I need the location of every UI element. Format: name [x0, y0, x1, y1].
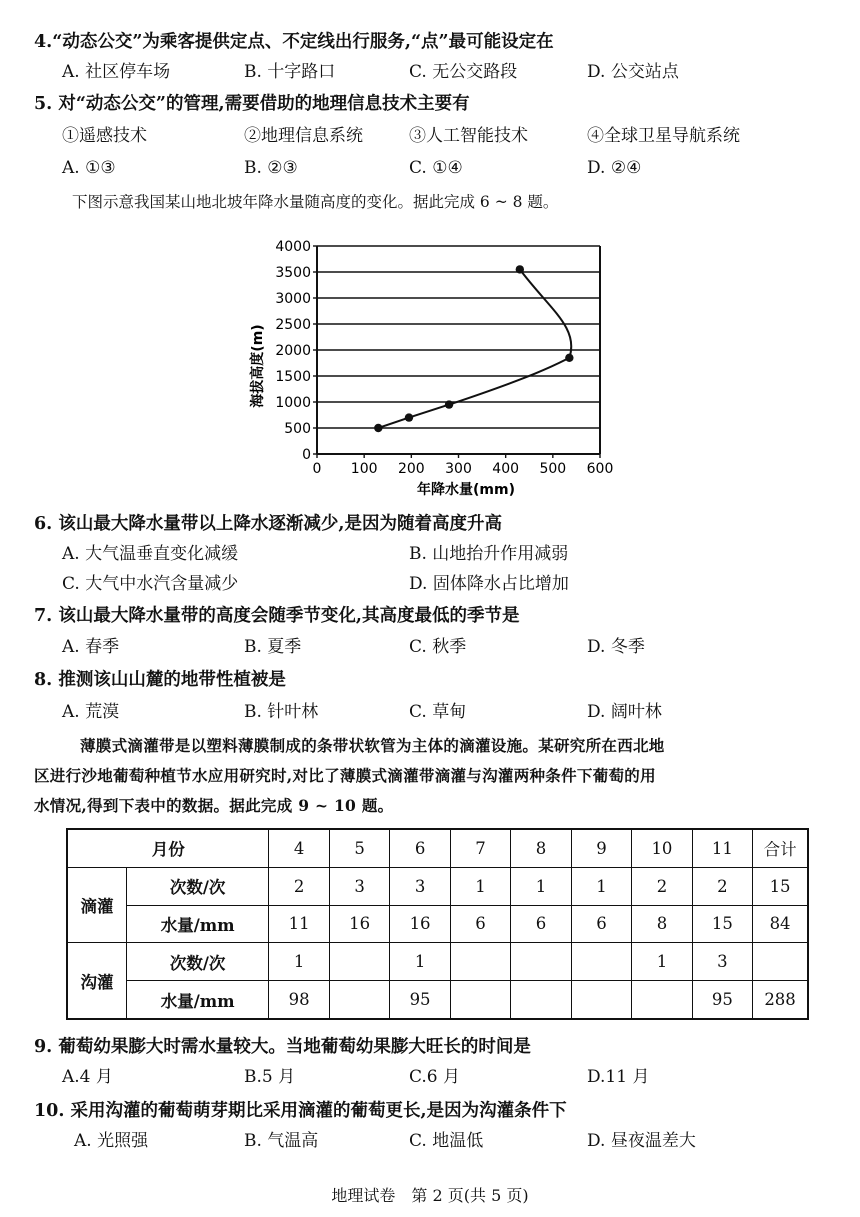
group-drip: 滴灌 — [67, 867, 126, 942]
x-tick-label-600: 600 — [586, 461, 614, 477]
table-cell: 6 — [511, 905, 571, 943]
table-row — [67, 943, 808, 981]
table-cell: 95 — [692, 981, 752, 1020]
q4-option-d: D. 公交站点 — [587, 62, 679, 82]
q6-option-a: A. 大气温垂直变化减缓 — [62, 544, 239, 564]
q8-option-c: C. 草甸 — [409, 702, 467, 722]
y-axis-label: 海拔高度(m) — [250, 324, 266, 408]
table-cell — [329, 981, 389, 1020]
table-cell: 6 — [450, 905, 510, 943]
data-point-1 — [405, 413, 413, 421]
q10-option-d: D. 昼夜温差大 — [587, 1131, 696, 1151]
x-tick-label-0: 0 — [312, 461, 322, 477]
table-cell: 3 — [692, 943, 752, 981]
x-tick-label-500: 500 — [539, 461, 567, 477]
table-cell — [511, 981, 571, 1020]
q7-option-b: B. 夏季 — [244, 637, 302, 657]
row-label: 次数/次 — [126, 867, 268, 905]
header-cell: 11 — [692, 829, 752, 867]
header-total: 合计 — [753, 829, 808, 867]
x-tick-label-300: 300 — [445, 461, 472, 477]
table-cell: 15 — [692, 905, 752, 943]
table-row — [67, 867, 808, 905]
q4-option-a: A. 社区停车场 — [62, 62, 171, 82]
q7-option-a: A. 春季 — [62, 637, 120, 657]
q9-option-d: D.11 月 — [587, 1067, 650, 1087]
table-cell: 2 — [632, 867, 692, 905]
header-cell: 9 — [571, 829, 631, 867]
data-point-4 — [516, 265, 524, 273]
table-cell: 95 — [390, 981, 450, 1020]
q8-option-b: B. 针叶林 — [244, 702, 319, 722]
y-tick-label-3500: 3500 — [275, 265, 311, 281]
table-cell — [571, 943, 631, 981]
y-tick-label-0: 0 — [302, 447, 311, 463]
q5-item-2: ②地理信息系统 — [244, 126, 363, 146]
table-cell: 2 — [692, 867, 752, 905]
question-5-stem: 5. 对“动态公交”的管理,需要借助的地理信息技术主要有 — [34, 94, 470, 114]
intro-9-10-line-3: 水情况,得到下表中的数据。据此完成 9 ~ 10 题。 — [34, 796, 394, 815]
table-cell — [511, 943, 571, 981]
y-tick-label-1500: 1500 — [275, 369, 311, 385]
header-cell: 6 — [390, 829, 450, 867]
table-cell: 1 — [390, 943, 450, 981]
table-cell: 11 — [269, 905, 329, 943]
table-cell — [450, 981, 510, 1020]
y-tick-label-2500: 2500 — [275, 317, 311, 333]
data-point-2 — [445, 400, 453, 408]
y-tick-label-500: 500 — [284, 421, 311, 437]
table-cell: 15 — [753, 867, 808, 905]
x-tick-label-400: 400 — [492, 461, 520, 477]
chart-series — [374, 265, 573, 432]
header-cell: 4 — [269, 829, 329, 867]
q5-option-a: A. ①③ — [62, 158, 116, 178]
question-9-stem: 9. 葡萄幼果膨大时需水量较大。当地葡萄幼果膨大旺长的时间是 — [34, 1037, 531, 1057]
q8-option-a: A. 荒漠 — [62, 702, 120, 722]
header-cell: 7 — [450, 829, 510, 867]
table-cell: 1 — [632, 943, 692, 981]
series-line — [378, 269, 571, 428]
y-tick-label-3000: 3000 — [275, 291, 311, 307]
question-6-stem: 6. 该山最大降水量带以上降水逐渐减少,是因为随着高度升高 — [34, 514, 502, 534]
table-cell: 1 — [450, 867, 510, 905]
table-cell — [329, 943, 389, 981]
q10-option-c: C. 地温低 — [409, 1131, 484, 1151]
row-label: 次数/次 — [126, 943, 268, 981]
table-cell — [450, 943, 510, 981]
intro-9-10-line-2: 区进行沙地葡萄种植节水应用研究时,对比了薄膜式滴灌带滴灌与沟灌两种条件下葡萄的用 — [34, 766, 656, 785]
chart-ticks — [275, 239, 613, 477]
table-cell: 16 — [390, 905, 450, 943]
y-tick-label-2000: 2000 — [275, 343, 311, 359]
q4-option-b: B. 十字路口 — [244, 62, 336, 82]
table-row — [67, 905, 808, 943]
table-cell — [753, 943, 808, 981]
header-month: 月份 — [67, 829, 269, 867]
question-7-stem: 7. 该山最大降水量带的高度会随季节变化,其高度最低的季节是 — [34, 606, 520, 626]
table-cell — [632, 981, 692, 1020]
table-row — [67, 981, 808, 1020]
data-point-3 — [565, 354, 573, 362]
q10-option-a: A. 光照强 — [74, 1131, 149, 1151]
table-cell: 6 — [571, 905, 631, 943]
header-cell: 8 — [511, 829, 571, 867]
header-cell: 5 — [329, 829, 389, 867]
table-cell: 1 — [269, 943, 329, 981]
table-cell: 288 — [753, 981, 808, 1020]
q7-option-c: C. 秋季 — [409, 637, 467, 657]
page-footer: 地理试卷 第 2 页(共 5 页) — [331, 1186, 529, 1205]
y-tick-label-1000: 1000 — [275, 395, 311, 411]
x-tick-label-100: 100 — [350, 461, 378, 477]
q5-option-b: B. ②③ — [244, 158, 298, 178]
q5-item-1: ①遥感技术 — [62, 126, 147, 146]
question-4-stem: 4.“动态公交”为乘客提供定点、不定线出行服务,“点”最可能设定在 — [34, 32, 554, 52]
q6-option-d: D. 固体降水占比增加 — [409, 574, 569, 594]
table-cell: 8 — [632, 905, 692, 943]
table-cell: 1 — [571, 867, 631, 905]
table-cell: 3 — [390, 867, 450, 905]
table-header-row — [67, 829, 808, 867]
table-cell: 84 — [753, 905, 808, 943]
q9-option-c: C.6 月 — [409, 1067, 461, 1087]
q10-option-b: B. 气温高 — [244, 1131, 319, 1151]
q9-option-b: B.5 月 — [244, 1067, 296, 1087]
table-cell: 1 — [511, 867, 571, 905]
row-label: 水量/mm — [126, 981, 268, 1020]
header-cell: 10 — [632, 829, 692, 867]
intro-questions-6-8: 下图示意我国某山地北坡年降水量随高度的变化。据此完成 6 ~ 8 题。 — [72, 193, 559, 211]
q6-option-b: B. 山地抬升作用减弱 — [409, 544, 569, 564]
group-furrow: 沟灌 — [67, 943, 126, 1019]
intro-9-10-line-1: 薄膜式滴灌带是以塑料薄膜制成的条带状软管为主体的滴灌设施。某研究所在西北地 — [80, 736, 665, 755]
q5-item-4: ④全球卫星导航系统 — [587, 126, 740, 146]
question-10-stem: 10. 采用沟灌的葡萄萌芽期比采用滴灌的葡萄更长,是因为沟灌条件下 — [34, 1101, 567, 1121]
irrigation-table — [66, 828, 809, 1020]
q5-option-d: D. ②④ — [587, 158, 642, 178]
q4-option-c: C. 无公交路段 — [409, 62, 518, 82]
y-tick-label-4000: 4000 — [275, 239, 311, 255]
question-8-stem: 8. 推测该山山麓的地带性植被是 — [34, 670, 286, 690]
q5-option-c: C. ①④ — [409, 158, 463, 178]
q6-option-c: C. 大气中水汽含量减少 — [62, 574, 239, 594]
table-cell: 16 — [329, 905, 389, 943]
q8-option-d: D. 阔叶林 — [587, 702, 662, 722]
q5-item-3: ③人工智能技术 — [409, 126, 528, 146]
q7-option-d: D. 冬季 — [587, 637, 645, 657]
x-tick-label-200: 200 — [397, 461, 425, 477]
precipitation-altitude-chart — [230, 228, 630, 508]
table-cell: 2 — [269, 867, 329, 905]
data-point-0 — [374, 424, 382, 432]
x-axis-label: 年降水量(mm) — [417, 482, 515, 498]
table-cell: 3 — [329, 867, 389, 905]
q9-option-a: A.4 月 — [62, 1067, 113, 1087]
row-label: 水量/mm — [126, 905, 268, 943]
table-cell: 98 — [269, 981, 329, 1020]
table-cell — [571, 981, 631, 1020]
